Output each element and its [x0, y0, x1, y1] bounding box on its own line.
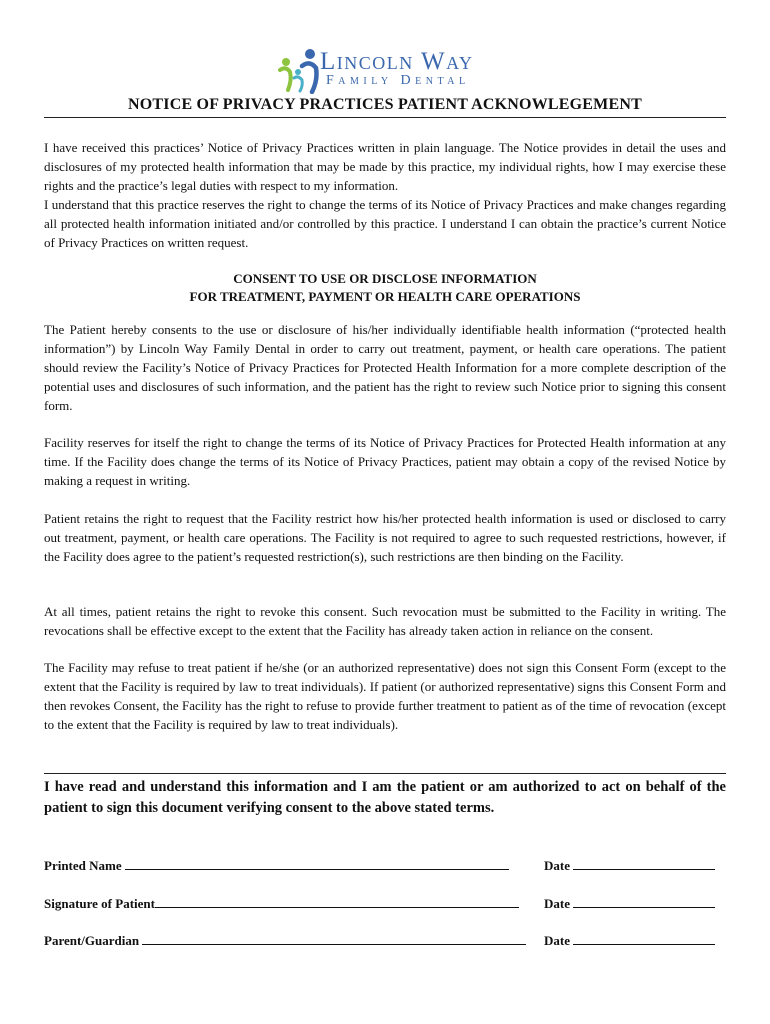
printed-name-field[interactable] — [125, 857, 509, 870]
logo-name-line: Lincoln Way — [320, 48, 474, 75]
title-underline — [44, 117, 726, 118]
guardian-date-row — [544, 932, 715, 949]
logo-subname-line: Family Dental — [326, 73, 470, 88]
practice-logo — [276, 46, 496, 94]
consent-heading-line-1: CONSENT TO USE OR DISCLOSE INFORMATION — [233, 271, 537, 286]
signature-date-row — [544, 895, 715, 912]
signature-date-field[interactable] — [573, 895, 715, 908]
consent-paragraph-2: Facility reserves for itself the right to change the terms of its Notice of Privacy Practices for Protected Health information at any time. If the Facility does change the terms of its Notice of Privacy Practices, patient may obtain a copy of the revised Notice by making a request in writing. — [44, 435, 726, 488]
document-title: NOTICE OF PRIVACY PRACTICES PATIENT ACKNOWLEGEMENT — [128, 96, 642, 113]
printed-name-row — [44, 857, 509, 874]
signature-date-label: Date — [544, 896, 574, 911]
guardian-label: Parent/Guardian — [44, 933, 143, 948]
consent-paragraph-4: At all times, patient retains the right to revoke this consent. Such revocation must be submitted to the Facility in writing. The revocations shall be effective except to the extent that the Facility has already taken action in reliance on the consent. — [44, 604, 726, 638]
guardian-date-field[interactable] — [573, 932, 715, 945]
consent-heading-line-2: FOR TREATMENT, PAYMENT OR HEALTH CARE OPERATIONS — [189, 289, 581, 304]
intro-section — [44, 138, 726, 252]
signature-row — [44, 895, 519, 912]
family-figures-icon — [276, 46, 324, 94]
signature-label: Signature of Patient — [44, 896, 155, 911]
signature-field[interactable] — [155, 895, 519, 908]
printed-name-date-field[interactable] — [573, 857, 715, 870]
intro-paragraph-1: I have received this practices’ Notice of Privacy Practices written in plain language. The Notice provides in detail the uses and disclosures of my protected health information that may be made by this practice, my individual rights, how I may exercise these rights and the practice’s legal duties with respect to my information. — [44, 140, 726, 193]
printed-name-label: Printed Name — [44, 858, 125, 873]
guardian-field[interactable] — [142, 932, 526, 945]
guardian-row — [44, 932, 526, 949]
consent-paragraph-5: The Facility may refuse to treat patient if he/she (or an authorized representative) does not sign this Consent Form (except to the extent that the Facility is required by law to treat individuals). If patient (or authorized representative) signs this Consent Form and then revokes Consent, the Facility has the right to refuse to provide further treatment to patient as of the time of revocation (except to the extent that the Facility is required by law to treat individuals). — [44, 660, 726, 732]
printed-name-date-label: Date — [544, 858, 574, 873]
printed-name-date-row — [544, 857, 715, 874]
statement-separator — [44, 773, 726, 774]
consent-paragraph-3: Patient retains the right to request that the Facility restrict how his/her protected health information is used or disclosed to carry out treatment, payment, or health care operations. The Facility is not required to agree to such requested restrictions, however, if the Facility does agree to the patient’s requested restriction(s), such restrictions are then binding on the Facility. — [44, 511, 726, 564]
consent-paragraph-1: The Patient hereby consents to the use or disclosure of his/her individually identifiable health information (“protected health information”) by Lincoln Way Family Dental in order to carry out treatment, payment, or health care operations. The patient should review the Facility’s Notice of Privacy Practices for Protected Health Information for a more complete description of the potential uses and disclosures of such information, and the patient has the right to review such Notice prior to signing this consent form. — [44, 322, 726, 413]
guardian-date-label: Date — [544, 933, 574, 948]
acknowledgement-statement: I have read and understand this information and I am the patient or am authorized to act on behalf of the patient to sign this document verifying consent to the above stated terms. — [44, 779, 726, 816]
intro-paragraph-2: I understand that this practice reserves the right to change the terms of its Notice of Privacy Practices and make changes regarding all protected health information initiated and/or controlled by this practice. I understand I can obtain the practice’s current Notice of Privacy Practices on written request. — [44, 197, 726, 250]
